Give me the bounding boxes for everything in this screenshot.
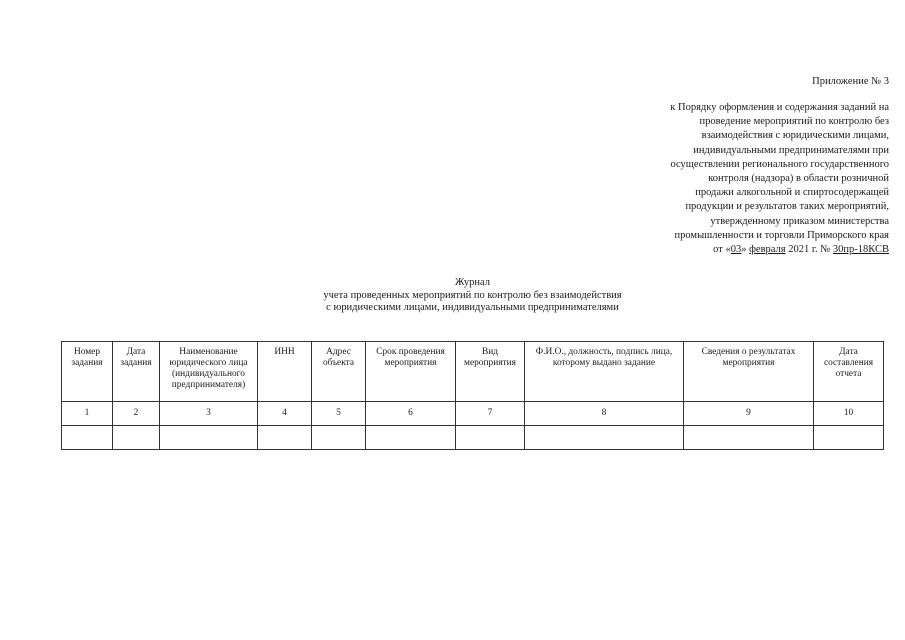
- empty-cell: [258, 426, 312, 450]
- date-month: февраля: [749, 244, 786, 256]
- header-cell: Вид мероприятия: [456, 342, 525, 402]
- date-day: 03: [730, 244, 742, 256]
- appendix-line: индивидуальными предпринимателями при: [693, 144, 889, 156]
- appendix-line: взаимодействия с юридическими лицами,: [701, 130, 889, 142]
- header-cell: ИНН: [258, 342, 312, 402]
- empty-cell: [684, 426, 814, 450]
- journal-subtitle-line2: с юридическими лицами, индивидуальными предпринимателями: [326, 302, 619, 314]
- column-number-cell: 6: [366, 402, 456, 426]
- journal-title: Журнал: [454, 277, 490, 288]
- header-cell: Номер задания: [62, 342, 113, 402]
- empty-cell: [456, 426, 525, 450]
- appendix-line: утвержденному приказом министерства: [710, 215, 889, 227]
- table-header-row: [62, 342, 884, 402]
- column-number-cell: 4: [258, 402, 312, 426]
- journal-heading: [0, 277, 905, 315]
- appendix-line: осуществлении регионального государственного: [670, 158, 889, 170]
- appendix-line: продажи алкогольной и спиртосодержащей: [695, 187, 889, 199]
- table-number-row: [62, 402, 884, 426]
- appendix-line: контроля (надзора) в области розничной: [708, 173, 889, 185]
- order-number: 30пр-18КСВ: [832, 244, 889, 256]
- header-cell: Дата составления отчета: [814, 342, 884, 402]
- column-number-cell: 10: [814, 402, 884, 426]
- header-cell: Дата задания: [113, 342, 160, 402]
- journal-table: [61, 341, 884, 450]
- empty-cell: [160, 426, 258, 450]
- column-number-cell: 5: [312, 402, 366, 426]
- journal-subtitle-line1: учета проведенных мероприятий по контролю без взаимодействия: [323, 289, 622, 301]
- empty-cell: [366, 426, 456, 450]
- empty-cell: [62, 426, 113, 450]
- date-separator: »: [741, 244, 750, 256]
- appendix-line: к Порядку оформления и содержания заданий на: [670, 102, 889, 113]
- empty-cell: [312, 426, 366, 450]
- column-number-cell: 7: [456, 402, 525, 426]
- column-number-cell: 8: [525, 402, 684, 426]
- header-cell: Ф.И.О., должность, подпись лица, которому выдано задание: [525, 342, 684, 402]
- appendix-date-line: [619, 243, 889, 257]
- header-cell: Срок проведения мероприятия: [366, 342, 456, 402]
- empty-cell: [814, 426, 884, 450]
- header-cell: Адрес объекта: [312, 342, 366, 402]
- header-cell: Наименование юридического лица (индивидуального предпринимателя): [160, 342, 258, 402]
- column-number-cell: 2: [113, 402, 160, 426]
- column-number-cell: 3: [160, 402, 258, 426]
- appendix-text: [619, 101, 889, 257]
- empty-cell: [113, 426, 160, 450]
- column-number-cell: 9: [684, 402, 814, 426]
- table-empty-row: [62, 426, 884, 450]
- empty-cell: [525, 426, 684, 450]
- appendix-line: продукции и результатов таких мероприятий,: [685, 201, 889, 213]
- header-cell: Сведения о результатах мероприятия: [684, 342, 814, 402]
- date-prefix: от «: [713, 244, 731, 256]
- date-year: 2021 г. №: [785, 244, 833, 256]
- appendix-title: Приложение № 3: [812, 76, 889, 87]
- appendix-line: проведение мероприятий по контролю без: [699, 116, 889, 128]
- appendix-line: промышленности и торговли Приморского края: [674, 229, 889, 241]
- column-number-cell: 1: [62, 402, 113, 426]
